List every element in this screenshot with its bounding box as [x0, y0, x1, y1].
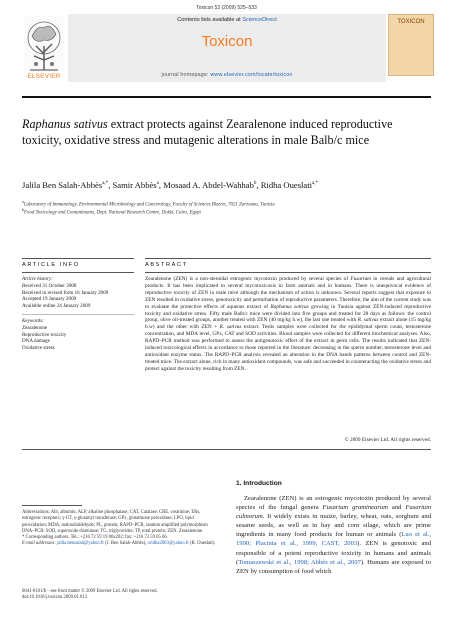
keywords-rule: [22, 314, 134, 315]
email-label: E-mail addresses:: [22, 541, 57, 547]
article-history: [22, 276, 137, 310]
elsevier-tree-logo: [24, 16, 64, 74]
issn-line: 0041-0101/$ – see front matter © 2009 Elsevier Ltd. All rights reserved.: [22, 589, 158, 594]
article-info-rule-2: [22, 272, 134, 273]
abstract-heading: ABSTRACT: [145, 262, 188, 268]
abstract-italic: Fusarium: [350, 276, 371, 282]
author-name: Jalila Ben Salah-Abbès: [22, 180, 103, 190]
journal-homepage: [68, 72, 386, 78]
introduction-heading: 1. Introduction: [236, 480, 282, 487]
introduction-body: [236, 494, 431, 576]
intro-text: ). ZEN is genotoxic and responsible of a potent reproductive toxicity in humans and animals (: [236, 540, 431, 566]
abstract-end-rule: [22, 449, 431, 450]
abstract-text: Zearalenone (ZEN) is a non-steroidal estrogenic mycotoxin produced by several species of: [145, 276, 351, 282]
abstract-text: extract alone (15 mg/kg b.w) and the other with ZEN +: [145, 317, 431, 331]
author-sup: a: [156, 181, 159, 187]
abstract-copyright: © 2009 Elsevier Ltd. All rights reserved.: [344, 437, 431, 443]
affiliation-sup: a: [22, 199, 24, 204]
history-item: Available online 24 January 2009: [22, 303, 91, 310]
abstract-rule-2: [145, 272, 431, 273]
doi-line[interactable]: doi:10.1016/j.toxicon.2009.01.013: [22, 595, 87, 601]
email-link[interactable]: oridha2003@yahoo.fr: [147, 541, 189, 547]
email-owner: (J. Ben Salah-Abbès),: [104, 541, 148, 547]
citation-link[interactable]: Luo et al., 1990; Placinta et al., 1999; CAST, 2003: [236, 531, 431, 548]
keyword: Zearalenone: [22, 324, 48, 331]
cover-title: TOXICON: [397, 19, 425, 25]
keyword: DNA damage: [22, 338, 50, 345]
author-sup: a,*: [102, 181, 109, 187]
intro-text: Zearalenone (ZEN) is an estrogenic mycotoxin produced by several species of the fungal genera: [236, 495, 431, 512]
email-footnote: [22, 541, 218, 547]
citation-link[interactable]: Tomaszewski et al., 1998; Abbès et al., 2007: [238, 558, 361, 566]
contents-prefix: Contents lists available at: [177, 17, 243, 23]
history-item: Received in revised form 16 January 2009: [22, 289, 109, 296]
journal-reference: Toxicon 53 (2009) 525–533: [196, 5, 257, 11]
homepage-link[interactable]: www.elsevier.com/locate/toxicon: [210, 72, 293, 78]
history-item: Received 31 October 2008: [22, 282, 77, 289]
author-name: Ridha Oueslati: [260, 180, 313, 190]
author-sup: b: [253, 181, 257, 187]
author-list: Jalila Ben Salah-Abbès$^{a,*}$, Samir Abbès$^a$, Mosaad A. Abdel-Wahhab$^b$, Ridha Oueslati$^{a,*}$: [22, 180, 319, 190]
author-name: Mosaad A. Abdel-Wahhab: [163, 180, 254, 190]
sciencedirect-link[interactable]: ScienceDirect: [242, 17, 277, 23]
abstract-italic: R. sativus: [357, 317, 379, 324]
title-species: Raphanus sativus: [22, 117, 108, 131]
abstract-rule: [145, 258, 431, 259]
publisher-name: ELSEVIER: [27, 73, 61, 80]
header-rule: [22, 96, 431, 98]
abstract-text: extract. Testis samples were collected for the epididymal sperm count, testosterone concentration, and MDA level, GPx, CAT and SOD activities. Blood samples were collected for different biochemical analyses. Also, RAPD–PCR method was performed to assess the antigenotoxic effect of the extract in germ cells. The results indicated that ZEN-induced toxicological effects in accordance to those reported in the literature: decreasing in the sperm number, testosterone level and antioxidant enzyme status. The RAPD–PCR analysis revealed an alteration in the DNA bands patterns between control and ZEN-treated mice. The extract alone, rich in many antioxidant compounds, was safe and succeeded in counteracting the oxidative stress and protect against the toxicity resulting from ZEN.: [145, 324, 431, 372]
footnote-rule: [22, 505, 82, 506]
affiliation-sup: b: [22, 207, 25, 212]
affiliation-text: Laboratory of Immunology, Environmental Microbiology and Cancerology, Faculty of Sciences Bizerte, 7021 Zarzouna, Tunisia: [23, 202, 275, 208]
abstract-italic: Raphanus sativus: [270, 303, 309, 310]
abstract-body: [145, 276, 431, 373]
intro-italic: Fusarium graminearum: [322, 504, 388, 512]
email-link[interactable]: jalila.bensalah@yahoo.fr: [56, 541, 104, 547]
keyword: Reproductive toxicity: [22, 331, 67, 338]
abbreviations-footnote: Abbreviations: Alb, albumin; ALP, alkaline phosphatase; CAT, Catalase; CRE, creatinine; ERs, estrogenic receptors; γ-GT, γ-glutamyl transferase; GPx, glutathione peroxidase; LPO, lipid peroxidation; MDA, malondialdehyde; PL, protein; RAPD–PCR, random amplified polymorphism DNA–PCR; SOD, superoxide dismutase; TG, triglycerides; TP, total protein; ZEN, Zearalenone.: [22, 510, 208, 534]
article-info-heading: ARTICLE INFO: [22, 262, 80, 268]
affiliation-b: [22, 207, 431, 216]
corresponding-author-footnote: * Corresponding authors. Tel.: +216 72 59 19 06x202; fax: +216 72 59 05 66.: [22, 535, 168, 541]
intro-italic: Fusarium culmorum: [236, 504, 431, 521]
article-info-rule: [22, 258, 134, 259]
history-item: Accepted 19 January 2009: [22, 296, 77, 303]
abstract-text: in cereals and agricultural products. It has been implicated in several mycotoxicosis in farm animals and in humans. There is unequivocal evidence of reproductive toxicity of ZEN in male mice although the mechanism of action is unknown. Several reports suggest that exposure to ZEN resulted in oxidative stress, genotoxicity and perturbation of reproductive parameters. Therefore, the aim of the current study was to evaluate the protective effects of aqueous extract of: [145, 276, 431, 310]
doi-block: [22, 589, 232, 602]
author-sup: a,*: [312, 181, 319, 187]
affiliation-text: Food Toxicology and Contaminants, Dept. National Research Centre, Dokki, Cairo, Egypt: [24, 210, 201, 216]
keywords-block: [22, 318, 137, 352]
title-text: extract protects against Zearalenone induced reproductive toxicity, oxidative stress and mutagenic alterations in male Balb/c mice: [22, 117, 393, 147]
contents-line: [68, 17, 386, 23]
intro-text: . It widely exists in maize, barley, wheat, oats, sorghum and sesame seeds, as well as in hay and corn silage, which are prime ingredients in many food products for human or animals (: [236, 513, 431, 539]
abstract-text: growing in Tunisia against ZEN-induced reproductive toxicity and oxidative stress. Fifty male Balb/c mice were divided into five groups and treated for 28 days as follows: the control group, olive oil-treated groups, another treated with ZEN (40 mg/kg b.w), the last one treated with: [145, 303, 431, 324]
journal-name: Toxicon: [201, 33, 253, 50]
intro-text: and: [388, 504, 406, 512]
history-label: Article history:: [22, 276, 53, 282]
homepage-prefix: journal homepage:: [161, 72, 211, 78]
author-name: Samir Abbès: [112, 180, 157, 190]
intro-text: ). Humans are exposed to ZEN by consumption of food which: [236, 558, 432, 575]
abstract-italic: R. sativus: [219, 324, 242, 331]
article-title: [22, 117, 431, 148]
email-owner: (R. Oueslati).: [188, 541, 216, 547]
keywords-label: Keywords:: [22, 318, 44, 324]
footnotes: [22, 510, 218, 548]
keyword: Oxidative stress: [22, 345, 55, 352]
